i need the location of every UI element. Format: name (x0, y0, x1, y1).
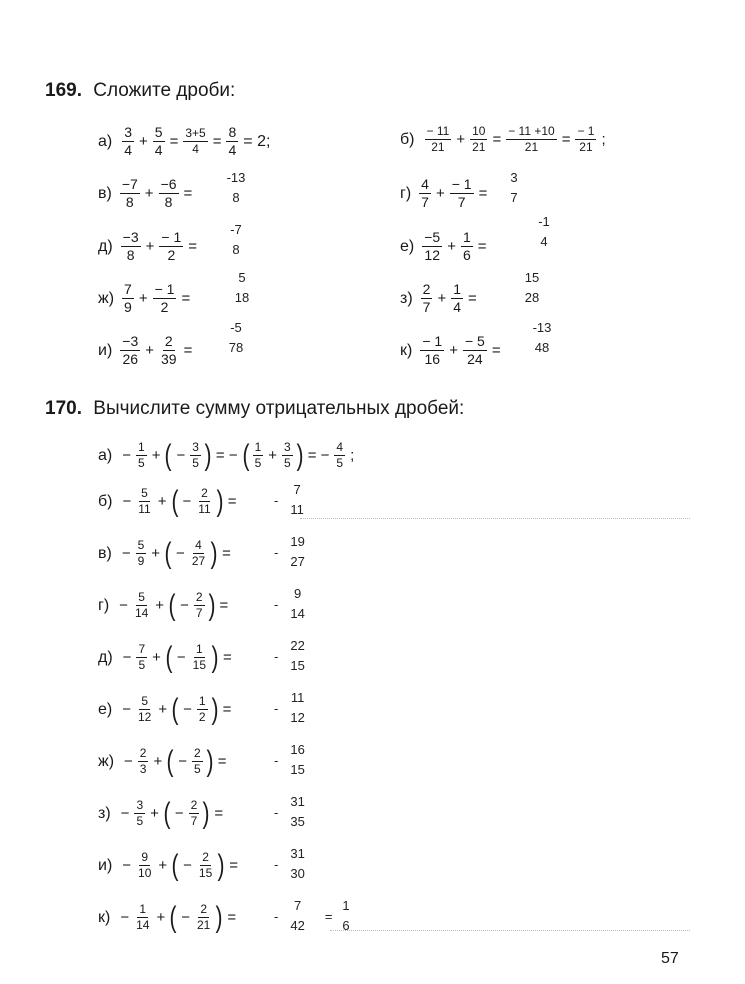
fraction: $\frac{- 1}{21}$ (577, 124, 595, 154)
handwritten-answer: - 7 11 (274, 482, 304, 517)
fraction: $\frac{7}{5}$ (138, 642, 146, 672)
fraction: $\frac{2}{5}$ (194, 746, 201, 776)
fraction: $\frac{5}{11}$ (138, 486, 151, 516)
item-label: и) (98, 856, 113, 874)
handwritten-answer: 5 18 (234, 270, 250, 305)
dotted-line (330, 930, 690, 931)
problem-170-title: Вычислите сумму отрицательных дробей: (93, 398, 465, 419)
fraction: $\frac{5}{9}$ (137, 538, 145, 568)
handwritten-answer: - 31 35 (274, 794, 305, 829)
item-169-d: д) $\frac{-3}{8}$ + $\frac{- 1}{2}$ = (98, 229, 198, 263)
fraction: $\frac{1}{14}$ (136, 902, 150, 932)
item-label: б) (98, 492, 113, 510)
item-169-v: в) $\frac{-7}{8}$ + $\frac{-6}{8}$ = (98, 176, 193, 210)
fraction: $\frac{5}{14}$ (134, 590, 149, 620)
item-170-row: б) − $\frac{5}{11}$ + ( − $\frac{2}{11}$ ) = (98, 484, 237, 518)
fraction: $\frac{1}{15}$ (192, 642, 207, 672)
item-170-row: е) − $\frac{5}{12}$ + ( − $\frac{1}{2}$ ) = (98, 692, 232, 726)
fraction: $\frac{8}{4}$ (228, 124, 237, 158)
item-169-z: з) $\frac{2}{7}$ + $\frac{1}{4}$ = (400, 281, 477, 315)
fraction: $\frac{2}{7}$ (195, 590, 203, 620)
item-label: е) (98, 700, 113, 718)
item-170-a: а) − $\frac{1}{5}$ + ( − $\frac{3}{5}$ ) = − ( $\frac{1}{5}$ + $\frac{3}{5}$ ) = − $\frac{4}{5}$ ; (98, 438, 355, 472)
item-label: в) (98, 544, 112, 562)
problem-170-number: 170. (45, 398, 82, 419)
fraction: $\frac{2}{7}$ (190, 798, 198, 828)
fraction: $\frac{3}{4}$ (124, 124, 133, 158)
item-170-row: ж) − $\frac{2}{3}$ + ( − $\frac{2}{5}$ ) = (98, 744, 227, 778)
problem-169-title: Сложите дроби: (93, 80, 236, 101)
item-170-row: в) − $\frac{5}{9}$ + ( − $\frac{4}{27}$ ) = (98, 536, 231, 570)
fraction: $\frac{4}{27}$ (191, 538, 206, 568)
fraction: $\frac{9}{10}$ (138, 850, 152, 880)
item-label: г) (98, 596, 110, 614)
handwritten-answer: -1 4 (538, 214, 550, 249)
fraction: $\frac{2}{3}$ (139, 746, 147, 776)
problem-169-number: 169. (45, 80, 82, 101)
handwritten-answer: -5 78 (228, 320, 244, 355)
handwritten-answer: - 7 42 = 1 6 (274, 898, 350, 933)
item-label: к) (98, 908, 111, 926)
problem-170-heading (45, 398, 464, 420)
handwritten-answer: - 19 27 (274, 534, 305, 569)
fraction: $\frac{- 11 +10}{21}$ (508, 124, 555, 154)
handwritten-answer: - 22 15 (274, 638, 305, 673)
handwritten-answer: -13 48 (532, 320, 552, 355)
item-169-i: и) $\frac{-3}{26}$ + $\frac{2}{39}$ = (98, 333, 193, 367)
fraction: $\frac{3+5}{4}$ (185, 126, 206, 156)
fraction: $\frac{1}{2}$ (198, 694, 206, 724)
item-label: ж) (98, 752, 115, 770)
handwritten-answer: - 31 30 (274, 846, 305, 881)
page-number: 57 (661, 950, 679, 967)
fraction: $\frac{5}{12}$ (138, 694, 152, 724)
item-170-row: г) − $\frac{5}{14}$ + ( − $\frac{2}{7}$ ) = (98, 588, 229, 622)
problem-169-heading (45, 80, 235, 102)
item-170-row: д) − $\frac{7}{5}$ + ( − $\frac{1}{15}$ ) = (98, 640, 232, 674)
fraction: $\frac{3}{5}$ (136, 798, 144, 828)
handwritten-answer: - 11 12 (274, 690, 305, 725)
item-169-e: е) $\frac{-5}{12}$ + $\frac{1}{6}$ = (400, 229, 487, 263)
fraction: $\frac{- 11}{21}$ (426, 124, 450, 154)
item-170-row: к) − $\frac{1}{14}$ + ( − $\frac{2}{21}$ ) = (98, 900, 237, 934)
item-label: з) (98, 804, 111, 822)
dotted-line (300, 518, 690, 519)
fraction: $\frac{10}{21}$ (472, 124, 486, 154)
item-170-row: и) − $\frac{9}{10}$ + ( − $\frac{2}{15}$ ) = (98, 848, 239, 882)
handwritten-answer: 15 28 (524, 270, 540, 305)
handwritten-answer: -13 8 (226, 170, 246, 205)
fraction: $\frac{2}{21}$ (196, 902, 211, 932)
item-169-g: г) $\frac{4}{7}$ + $\frac{- 1}{7}$ = (400, 176, 488, 210)
item-169-zh: ж) $\frac{7}{9}$ + $\frac{- 1}{2}$ = (98, 281, 191, 315)
handwritten-answer: 3 7 (510, 170, 518, 205)
item-169-b: б) $\frac{- 11}{21}$ + $\frac{10}{21}$ = $\frac{- 11 +10}{21}$ = $\frac{- 1}{21}$ ; (400, 124, 606, 154)
fraction: $\frac{5}{4}$ (154, 124, 163, 158)
handwritten-answer: -7 8 (230, 222, 242, 257)
item-label: д) (98, 648, 113, 666)
item-170-row: з) − $\frac{3}{5}$ + ( − $\frac{2}{7}$ ) = (98, 796, 224, 830)
item-169-k: к) $\frac{- 1}{16}$ + $\frac{- 5}{24}$ = (400, 333, 501, 367)
handwritten-answer: - 16 15 (274, 742, 305, 777)
fraction: $\frac{2}{11}$ (198, 486, 211, 516)
handwritten-answer: - 9 14 (274, 586, 305, 621)
fraction: $\frac{2}{15}$ (198, 850, 213, 880)
item-169-a: а) $\frac{3}{4}$ + $\frac{5}{4}$ = $\frac{3+5}{4}$ = $\frac{8}{4}$ = 2; (98, 124, 271, 158)
